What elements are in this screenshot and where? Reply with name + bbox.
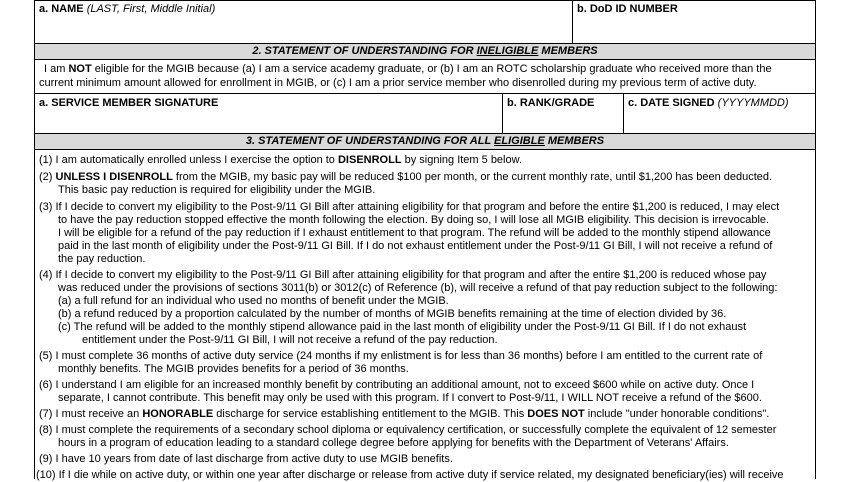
item-3-line5: the pay reduction. bbox=[58, 253, 146, 265]
item-4-line1: (4) If I decide to convert my eligibility to the Post-9/11 GI Bill after attaining eligibility for that program and after the entire $1,200 is reduced whose pay bbox=[39, 269, 767, 281]
item-4-line3: (a) a full refund for an individual who used no months of benefit under the MGIB. bbox=[58, 295, 449, 307]
date-cell[interactable] bbox=[623, 94, 815, 133]
item-4-line5: (c) The refund will be added to the monthly stipend allowance paid in the last month of eligibility under the Post-9/11 GI Bill. If I do not exhaust bbox=[58, 321, 747, 333]
identity-row bbox=[35, 0, 815, 44]
item-3-line2: to have the pay reduction stopped effective the month following the election. By doing so, I will lose all MGIB eligibility. This decision is irrevocable. bbox=[58, 214, 770, 226]
dod-id-label: b. DoD ID NUMBER bbox=[577, 3, 678, 15]
rank-label: b. RANK/GRADE bbox=[507, 97, 595, 109]
rank-field[interactable] bbox=[505, 115, 621, 131]
item-10: (10) If I die while on active duty, or within one year after discharge or release from active duty if service related, my designated beneficiary(ies) will receive bbox=[36, 469, 784, 481]
section2-text-line1: I am NOT eligible for the MGIB because (a) I am a service academy graduate, or (b) I am an ROTC scholarship graduate who received more than the bbox=[44, 63, 772, 75]
date-field[interactable] bbox=[626, 115, 813, 131]
item-3-line1: (3) If I decide to convert my eligibility to the Post-9/11 GI Bill after attaining eligibility for that program and before the entire $1,200 is reduced, I may elect bbox=[39, 201, 780, 213]
item-4-line4: (b) a refund reduced by a proportion calculated by the number of months of MGIB benefits remaining at the time of election divided by 36. bbox=[58, 308, 727, 320]
signature-cell[interactable] bbox=[35, 94, 502, 133]
item-7: (7) I must receive an HONORABLE discharge for service establishing entitlement to the MGIB. This DOES NOT include "under honorable conditions". bbox=[39, 408, 770, 420]
item-4-line2: was reduced under the provisions of sections 3011(b) or 3012(c) of Reference (b), will receive a refund of that pay reduction subject to the following: bbox=[58, 282, 778, 294]
signature-label: a. SERVICE MEMBER SIGNATURE bbox=[39, 97, 219, 109]
name-label: a. NAME (LAST, First, Middle Initial) bbox=[39, 3, 216, 15]
item-5-line2: monthly benefits. The MGIB provides benefits for a period of 36 months. bbox=[58, 363, 409, 375]
item-8-line2: hours in a program of education leading to a standard college degree before applying for benefits with the Department of Veterans' Affairs. bbox=[58, 437, 729, 449]
rank-cell[interactable] bbox=[502, 94, 623, 133]
signature-row bbox=[35, 94, 815, 134]
name-field[interactable] bbox=[37, 25, 570, 41]
item-3-line3: I will be eligible for a refund of the pay reduction if I exhaust entitlement to that program. The refund will be added to the monthly stipend allowance bbox=[58, 227, 771, 239]
item-4-line6: entitlement under the Post-9/11 GI Bill, I will not receive a refund of the pay reduction. bbox=[82, 334, 498, 346]
signature-field[interactable] bbox=[37, 115, 500, 131]
item-6-line2: separate, I cannot contribute. This benefit may only be used with this program. If I convert to Post-9/11, I WILL NOT receive a refund of the $600. bbox=[58, 392, 762, 404]
mgib-form bbox=[34, 0, 816, 479]
date-label: c. DATE SIGNED (YYYYMMDD) bbox=[628, 97, 789, 109]
item-6-line1: (6) I understand I am eligible for an increased monthly benefit by contributing an additional amount, not to exceed $600 while on active duty. Once I bbox=[39, 379, 755, 391]
item-1: (1) I am automatically enrolled unless I exercise the option to DISENROLL by signing Item 5 below. bbox=[39, 154, 523, 166]
item-2-line1: (2) UNLESS I DISENROLL from the MGIB, my basic pay will be reduced $100 per month, or the current monthly rate, until $1,200 has been deducted. bbox=[39, 171, 773, 183]
section3-header: 3. STATEMENT OF UNDERSTANDING FOR ALL ELIGIBLE MEMBERS bbox=[35, 134, 815, 150]
section2-text-line2: current minimum amount allowed for enrollment in MGIB, or (c) I am a prior service member who disenrolled during my previous term of active duty. bbox=[39, 77, 757, 89]
item-5-line1: (5) I must complete 36 months of active duty service (24 months if my enlistment is for less than 36 months) before I am entitled to the current rate of bbox=[39, 350, 763, 362]
item-2-line2: This basic pay reduction is required for eligibility under the MGIB. bbox=[58, 184, 376, 196]
dod-id-cell[interactable] bbox=[572, 0, 815, 43]
item-9: (9) I have 10 years from date of last discharge from active duty to use MGIB benefits. bbox=[39, 453, 453, 465]
dod-id-field[interactable] bbox=[575, 25, 813, 41]
section2-header: 2. STATEMENT OF UNDERSTANDING FOR INELIGIBLE MEMBERS bbox=[35, 44, 815, 60]
item-8-line1: (8) I must complete the requirements of a secondary school diploma or equivalency certification, or successfully complete the equivalent of 12 semester bbox=[39, 424, 777, 436]
item-3-line4: paid in the last month of eligibility under the Post-9/11 GI Bill. If I do not exhaust entitlement under the Post-9/11 GI Bill, I will not receive a refund of bbox=[58, 240, 773, 252]
section2-statement bbox=[35, 60, 815, 94]
name-cell[interactable] bbox=[35, 0, 572, 43]
